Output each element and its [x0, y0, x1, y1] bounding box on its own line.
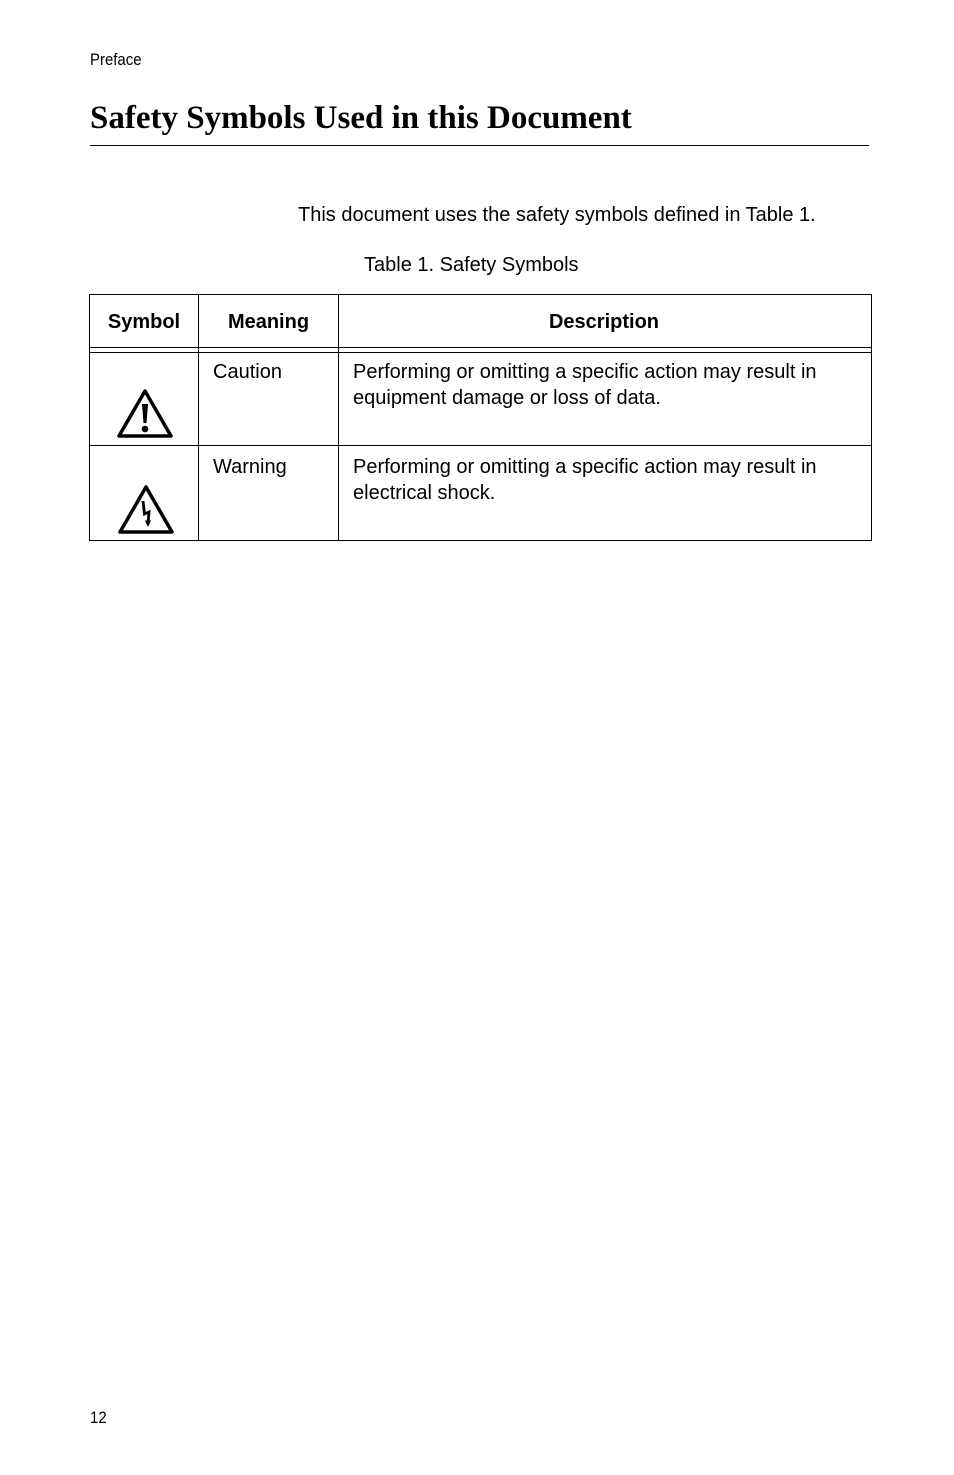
column-header-symbol: Symbol — [107, 311, 181, 333]
warning-electrical-shock-triangle-icon — [117, 483, 175, 540]
row-description: Performing or omitting a specific action may result in electrical shock. — [353, 456, 817, 504]
title-divider — [90, 145, 869, 146]
caution-exclamation-triangle-icon — [116, 387, 174, 444]
running-header: Preface — [90, 50, 142, 69]
intro-paragraph: This document uses the safety symbols defined in Table 1. — [298, 204, 816, 226]
header-rule-top — [90, 347, 871, 348]
row-meaning: Caution — [213, 361, 282, 383]
row-divider — [90, 445, 871, 446]
column-header-meaning: Meaning — [227, 311, 310, 333]
column-header-description: Description — [548, 311, 660, 333]
row-meaning: Warning — [213, 456, 287, 478]
row-description: Performing or omitting a specific action may result in equipment damage or loss of data. — [353, 361, 817, 409]
safety-symbols-table — [89, 294, 872, 541]
page-number: 12 — [90, 1408, 107, 1427]
page-title: Safety Symbols Used in this Document — [90, 100, 632, 136]
header-rule-bottom — [90, 352, 871, 353]
table-caption: Table 1. Safety Symbols — [364, 254, 579, 276]
